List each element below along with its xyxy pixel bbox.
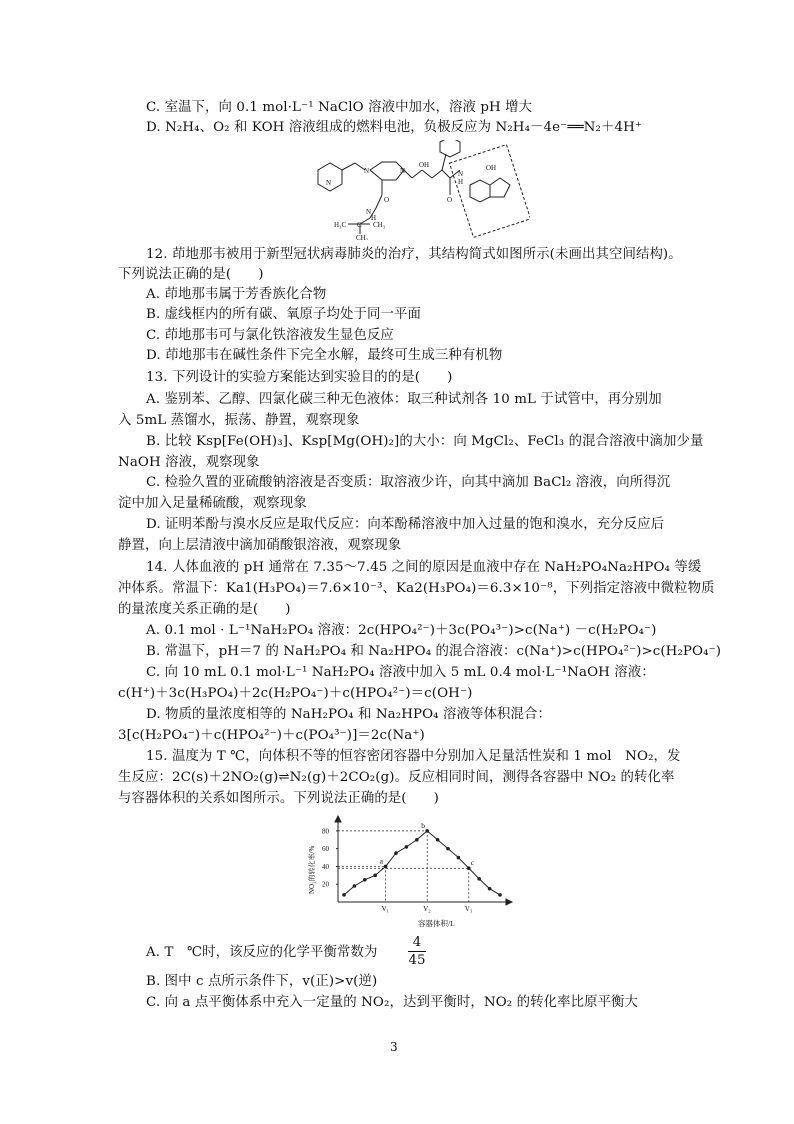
y-tick-label-3: 80 (322, 827, 329, 836)
point-label-a: a (379, 856, 383, 866)
mol-label-h1: H (458, 178, 464, 186)
y-tick-label-0: 20 (322, 880, 329, 889)
data-point-13 (477, 877, 481, 881)
mol-label-c: C (357, 221, 362, 229)
q14-line3: 的量浓度关系正确的是( ) (118, 602, 291, 617)
y-tick-label-2: 60 (322, 845, 329, 854)
data-point-3 (373, 874, 377, 878)
x-axis-title: 容器体积/L (418, 919, 455, 928)
x-axis-arrow (506, 899, 512, 905)
q15-option-a: A. T ℃时，该反应的化学平衡常数为 (146, 945, 378, 960)
mol-label-h3c: H₃C (334, 221, 347, 229)
data-point-11 (457, 856, 461, 860)
q12-option-a: A. 茚地那韦属于芳香族化合物 (146, 287, 327, 302)
q12-option-d: D. 茚地那韦在碱性条件下完全水解，最终可生成三种有机物 (146, 348, 503, 363)
q13-option-b2: NaOH 溶液，观察现象 (118, 455, 260, 470)
q14-option-c2: c(H⁺)＋3c(H₃PO₄)＋2c(H₂PO₄⁻)＋c(HPO₄²⁻)＝c(OH⁻) (118, 686, 473, 701)
mol-label-oh2: OH (486, 164, 497, 172)
q15-option-c: C. 向 a 点平衡体系中充入一定量的 NO₂，达到平衡时，NO₂ 的转化率比原平衡大 (146, 995, 639, 1010)
mol-label-o2: O (384, 196, 390, 204)
data-point-10 (446, 847, 450, 851)
q15-option-b: B. 图中 c 点所示条件下，v(正)>v(逆) (146, 974, 378, 989)
y-axis-arrow (335, 816, 341, 822)
mol-label-n2: N (364, 167, 370, 175)
conversion-chart (300, 814, 530, 932)
point-label-b: b (421, 820, 425, 830)
line-11c: C. 室温下，向 0.1 mol·L⁻¹ NaClO 溶液中加水，溶液 pH 增大 (146, 100, 533, 115)
data-point-14 (488, 887, 492, 891)
q15-line2: 生反应：2C(s)＋2NO₂(g)⇌N₂(g)＋2CO₂(g)。反应相同时间，测得各容器中 NO₂ 的转化率 (118, 770, 675, 785)
q14-option-a: A. 0.1 mol · L⁻¹NaH₂PO₄ 溶液：2c(HPO₄²⁻)＋3c(PO₄³⁻)>c(Na⁺) －c(H₂PO₄⁻) (146, 623, 657, 638)
fraction-num: 4 (408, 935, 426, 952)
page-number: 3 (390, 1040, 398, 1054)
q15-line1: 15. 温度为 T ℃，向体积不等的恒容密闭容器中分别加入足量活性炭和 1 mol NO₂，发 (146, 749, 681, 764)
x-tick-label-0: V₁ (381, 905, 390, 913)
data-point-6 (405, 845, 409, 849)
data-point-1 (353, 884, 357, 888)
point-label-c: c (470, 858, 475, 868)
mol-label-n1: N (326, 179, 332, 187)
indinavir-structure-image (300, 140, 530, 240)
q13-option-c2: 淀中加入足量稀硫酸，观察现象 (118, 496, 307, 511)
series-line (344, 831, 500, 895)
q13-option-a2: 入 5mL 蒸馏水，振荡、静置，观察现象 (118, 413, 360, 428)
q14-option-c1: C. 向 10 mL 0.1 mol·L⁻¹ NaH₂PO₄ 溶液中加入 5 mL 0.4 mol·L⁻¹NaOH 溶液： (146, 665, 655, 680)
mol-label-oh1: OH (419, 161, 430, 169)
q12-option-c: C. 茚地那韦可与氯化铁溶液发生显色反应 (146, 328, 394, 343)
q14-option-b: B. 常温下，pH＝7 的 NaH₂PO₄ 和 Na₂HPO₄ 的混合溶液：c(Na⁺)>c(HPO₄²⁻)>c(H₂PO₄⁻) (146, 644, 722, 659)
mol-label-ch3-a: CH₃ (373, 221, 386, 229)
data-point-7 (415, 838, 419, 842)
data-point-9 (436, 838, 440, 842)
q14-option-d2: 3[c(H₂PO₄⁻)＋c(HPO₄²⁻)＋c(PO₄³⁻)]＝2c(Na⁺) (118, 728, 425, 743)
x-tick-label-2: V₃ (464, 905, 473, 913)
mol-label-o1: O (447, 196, 453, 204)
mol-label-h2: H (371, 214, 377, 222)
data-point-0 (342, 893, 346, 897)
line-11d: D. N₂H₄、O₂ 和 KOH 溶液组成的燃料电池，负极反应为 N₂H₄－4e⁻══N₂＋4H⁺ (146, 120, 643, 135)
mol-label-ch3-b: CH₃ (356, 234, 369, 240)
mol-label-n4: N (458, 170, 464, 178)
fraction-den: 45 (408, 953, 426, 968)
q14-option-d1: D. 物质的量浓度相等的 NaH₂PO₄ 和 Na₂HPO₄ 溶液等体积混合： (146, 707, 551, 722)
q13-option-d1: D. 证明苯酚与溴水反应是取代反应：向苯酚稀溶液中加入过量的饱和溴水，充分反应后 (146, 517, 665, 532)
data-point-15 (498, 893, 502, 897)
q15-line3: 与容器体积的关系如图所示。下列说法正确的是( ) (118, 791, 439, 806)
q13-option-a1: A. 鉴别苯、乙醇、四氯化碳三种无色液体：取三种试剂各 10 mL 于试管中，再分别加 (146, 392, 662, 407)
q13-line1: 13. 下列设计的实验方案能达到实验目的的是( ) (146, 370, 453, 385)
y-tick-label-1: 40 (322, 862, 329, 871)
y-axis-title: NO₂的转化率/% (308, 845, 316, 894)
q12-line1: 12. 茚地那韦被用于新型冠状病毒肺炎的治疗，其结构简式如图所示(未画出其空间结构)。 (146, 247, 682, 262)
q14-line2: 冲体系。常温下：Ka1(H₃PO₄)＝7.6×10⁻³、Ka2(H₃PO₄)＝6.3×10⁻⁸，下列指定溶液中微粒物质 (118, 581, 715, 596)
q13-option-d2: 静置，向上层清液中滴加硝酸银溶液，观察现象 (118, 538, 402, 553)
q13-option-b1: B. 比较 Ksp[Fe(OH)₃]、Ksp[Mg(OH)₂]的大小：向 MgCl₂、FeCl₃ 的混合溶液中滴加少量 (146, 434, 704, 449)
q13-option-c1: C. 检验久置的亚硫酸钠溶液是否变质：取溶液少许，向其中滴加 BaCl₂ 溶液，向所得沉 (146, 475, 671, 490)
x-tick-label-1: V₂ (423, 905, 431, 913)
q12-line2: 下列说法正确的是( ) (118, 267, 264, 282)
q14-line1: 14. 人体血液的 pH 通常在 7.35～7.45 之间的原因是血液中存在 NaH₂PO₄Na₂HPO₄ 等缓 (146, 560, 702, 575)
q12-option-b: B. 虚线框内的所有碳、氧原子均处于同一平面 (146, 307, 421, 322)
mol-label-n3: N (400, 167, 406, 175)
data-point-2 (363, 878, 367, 882)
mol-label-n5: N (366, 208, 372, 216)
data-point-5 (394, 851, 398, 855)
